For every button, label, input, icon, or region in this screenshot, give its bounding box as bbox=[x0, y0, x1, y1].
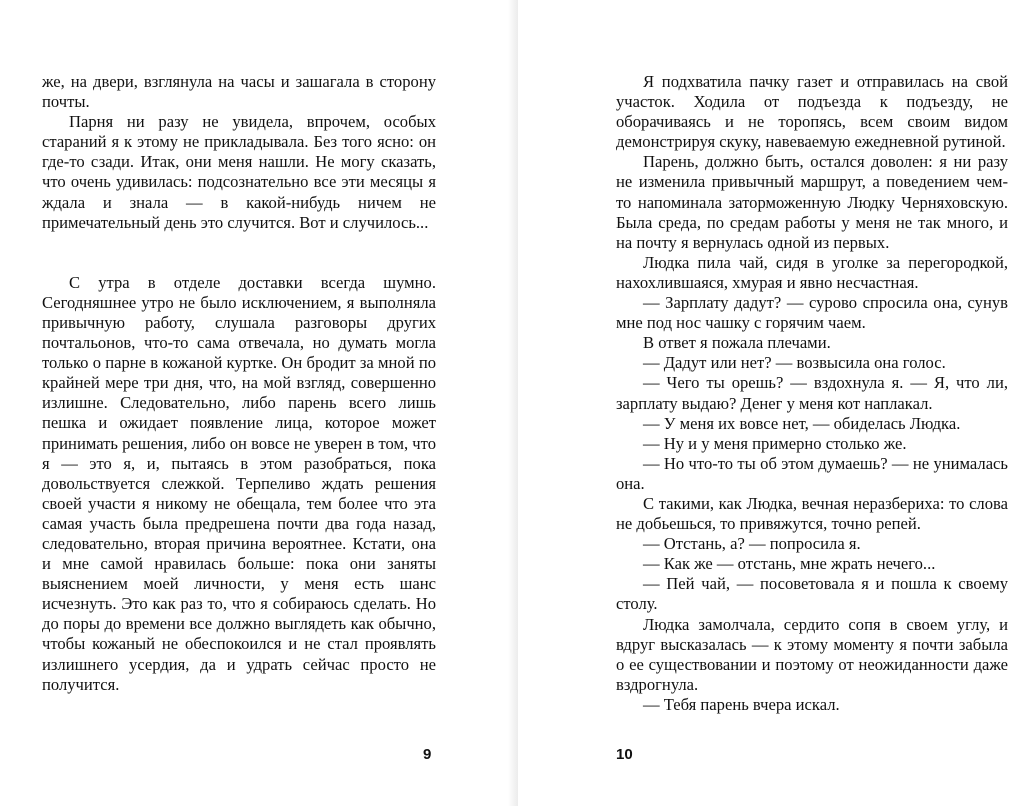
page-number-right: 10 bbox=[616, 746, 633, 763]
paragraph: Парня ни разу не увидела, впрочем, особых стараний я к этому не прикладывала. Без того ясно: он где-то сзади. Итак, они меня нашли. Не могу сказать, что очень удивилась: подсознательно все эти месяцы я ждала и знала — в какой-нибудь ничем не примечательный день это случится. Вот и случилось... bbox=[42, 112, 436, 232]
paragraph: — Ну и у меня примерно столько же. bbox=[643, 433, 907, 453]
paragraph: — Тебя парень вчера искал. bbox=[643, 694, 840, 714]
paragraph: — Отстань, а? — попросила я. bbox=[643, 534, 861, 554]
paragraph: же, на двери, взглянула на часы и зашагала в сторону почты. bbox=[42, 72, 436, 112]
paragraph: — Как же — отстань, мне жрать нечего... bbox=[643, 554, 936, 574]
paragraph: Парень, должно быть, остался доволен: я ни разу не изменила привычный маршрут, а поведением чем-то напоминала заторможенную Людку Черняховскую. Была среда, по средам работы у меня не так много, и на почту я вернулась одной из первых. bbox=[616, 152, 1008, 252]
paragraph: С утра в отделе доставки всегда шумно. Сегодняшнее утро не было исключением, я выполняла привычную работу, слушала разговоры других почтальонов, что-то сама отвечала, но думать могла только о парне в кожаной куртке. Он бродит за мной по крайней мере три дня, что, на мой взгляд, совершенно излишне. Следовательно, либо парень всего лишь пешка и ожидает появление лица, которое может принимать решения, либо он вовсе не уверен в том, что я — это я, и, пытаясь в этом разобраться, пока довольствуется слежкой. Терпеливо ждать решения своей участи я никому не обещала, тем более что эта самая участь была предрешена почти два года назад, следовательно, вторая причина вероятнее. Кстати, она и мне самой нравилась больше: пока они заняты выяснением моей личности, у меня есть шанс исчезнуть. Это как раз то, что я собираюсь сделать. Но до поры до времени все должно выглядеть как обычно, чтобы кожаный не обеспокоился и не стал проявлять излишнего усердия, да и удрать сейчас просто не получится. bbox=[42, 272, 436, 694]
paragraph: В ответ я пожала плечами. bbox=[643, 333, 831, 353]
paragraph: Я подхватила пачку газет и отправилась на свой участок. Ходила от подъезда к подъезду, не оборачиваясь и не торопясь, всем своим видом демонстрируя скуку, навеваемую ежедневной рутиной. bbox=[616, 72, 1008, 152]
left-page-text bbox=[42, 72, 436, 695]
paragraph: — Зарплату дадут? — сурово спросила она, сунув мне под нос чашку с горячим чаем. bbox=[616, 293, 1008, 333]
paragraph: — Дадут или нет? — возвысила она голос. bbox=[643, 353, 946, 373]
paragraph: — Пей чай, — посоветовала я и пошла к своему столу. bbox=[616, 574, 1008, 614]
paragraph: Людка замолчала, сердито сопя в своем углу, и вдруг высказалась — к этому моменту я почти забыла о ее существовании и поэтому от неожиданности даже вздрогнула. bbox=[616, 614, 1008, 694]
paragraph: — Чего ты орешь? — вздохнула я. — Я, что ли, зарплату выдаю? Денег у меня кот наплакал. bbox=[616, 373, 1008, 413]
paragraph: Людка пила чай, сидя в уголке за перегородкой, нахохлившаяся, хмурая и явно несчастная. bbox=[616, 252, 1008, 292]
paragraph: — Но что-то ты об этом думаешь? — не унималась она. bbox=[616, 453, 1008, 493]
page-number-left: 9 bbox=[423, 746, 432, 763]
right-page-text bbox=[616, 72, 1008, 715]
right-page bbox=[518, 0, 1030, 806]
paragraph: С такими, как Людка, вечная неразбериха: то слова не добьешься, то привяжутся, точно репей. bbox=[616, 493, 1008, 534]
paragraph: — У меня их вовсе нет, — обиделась Людка. bbox=[643, 413, 961, 433]
